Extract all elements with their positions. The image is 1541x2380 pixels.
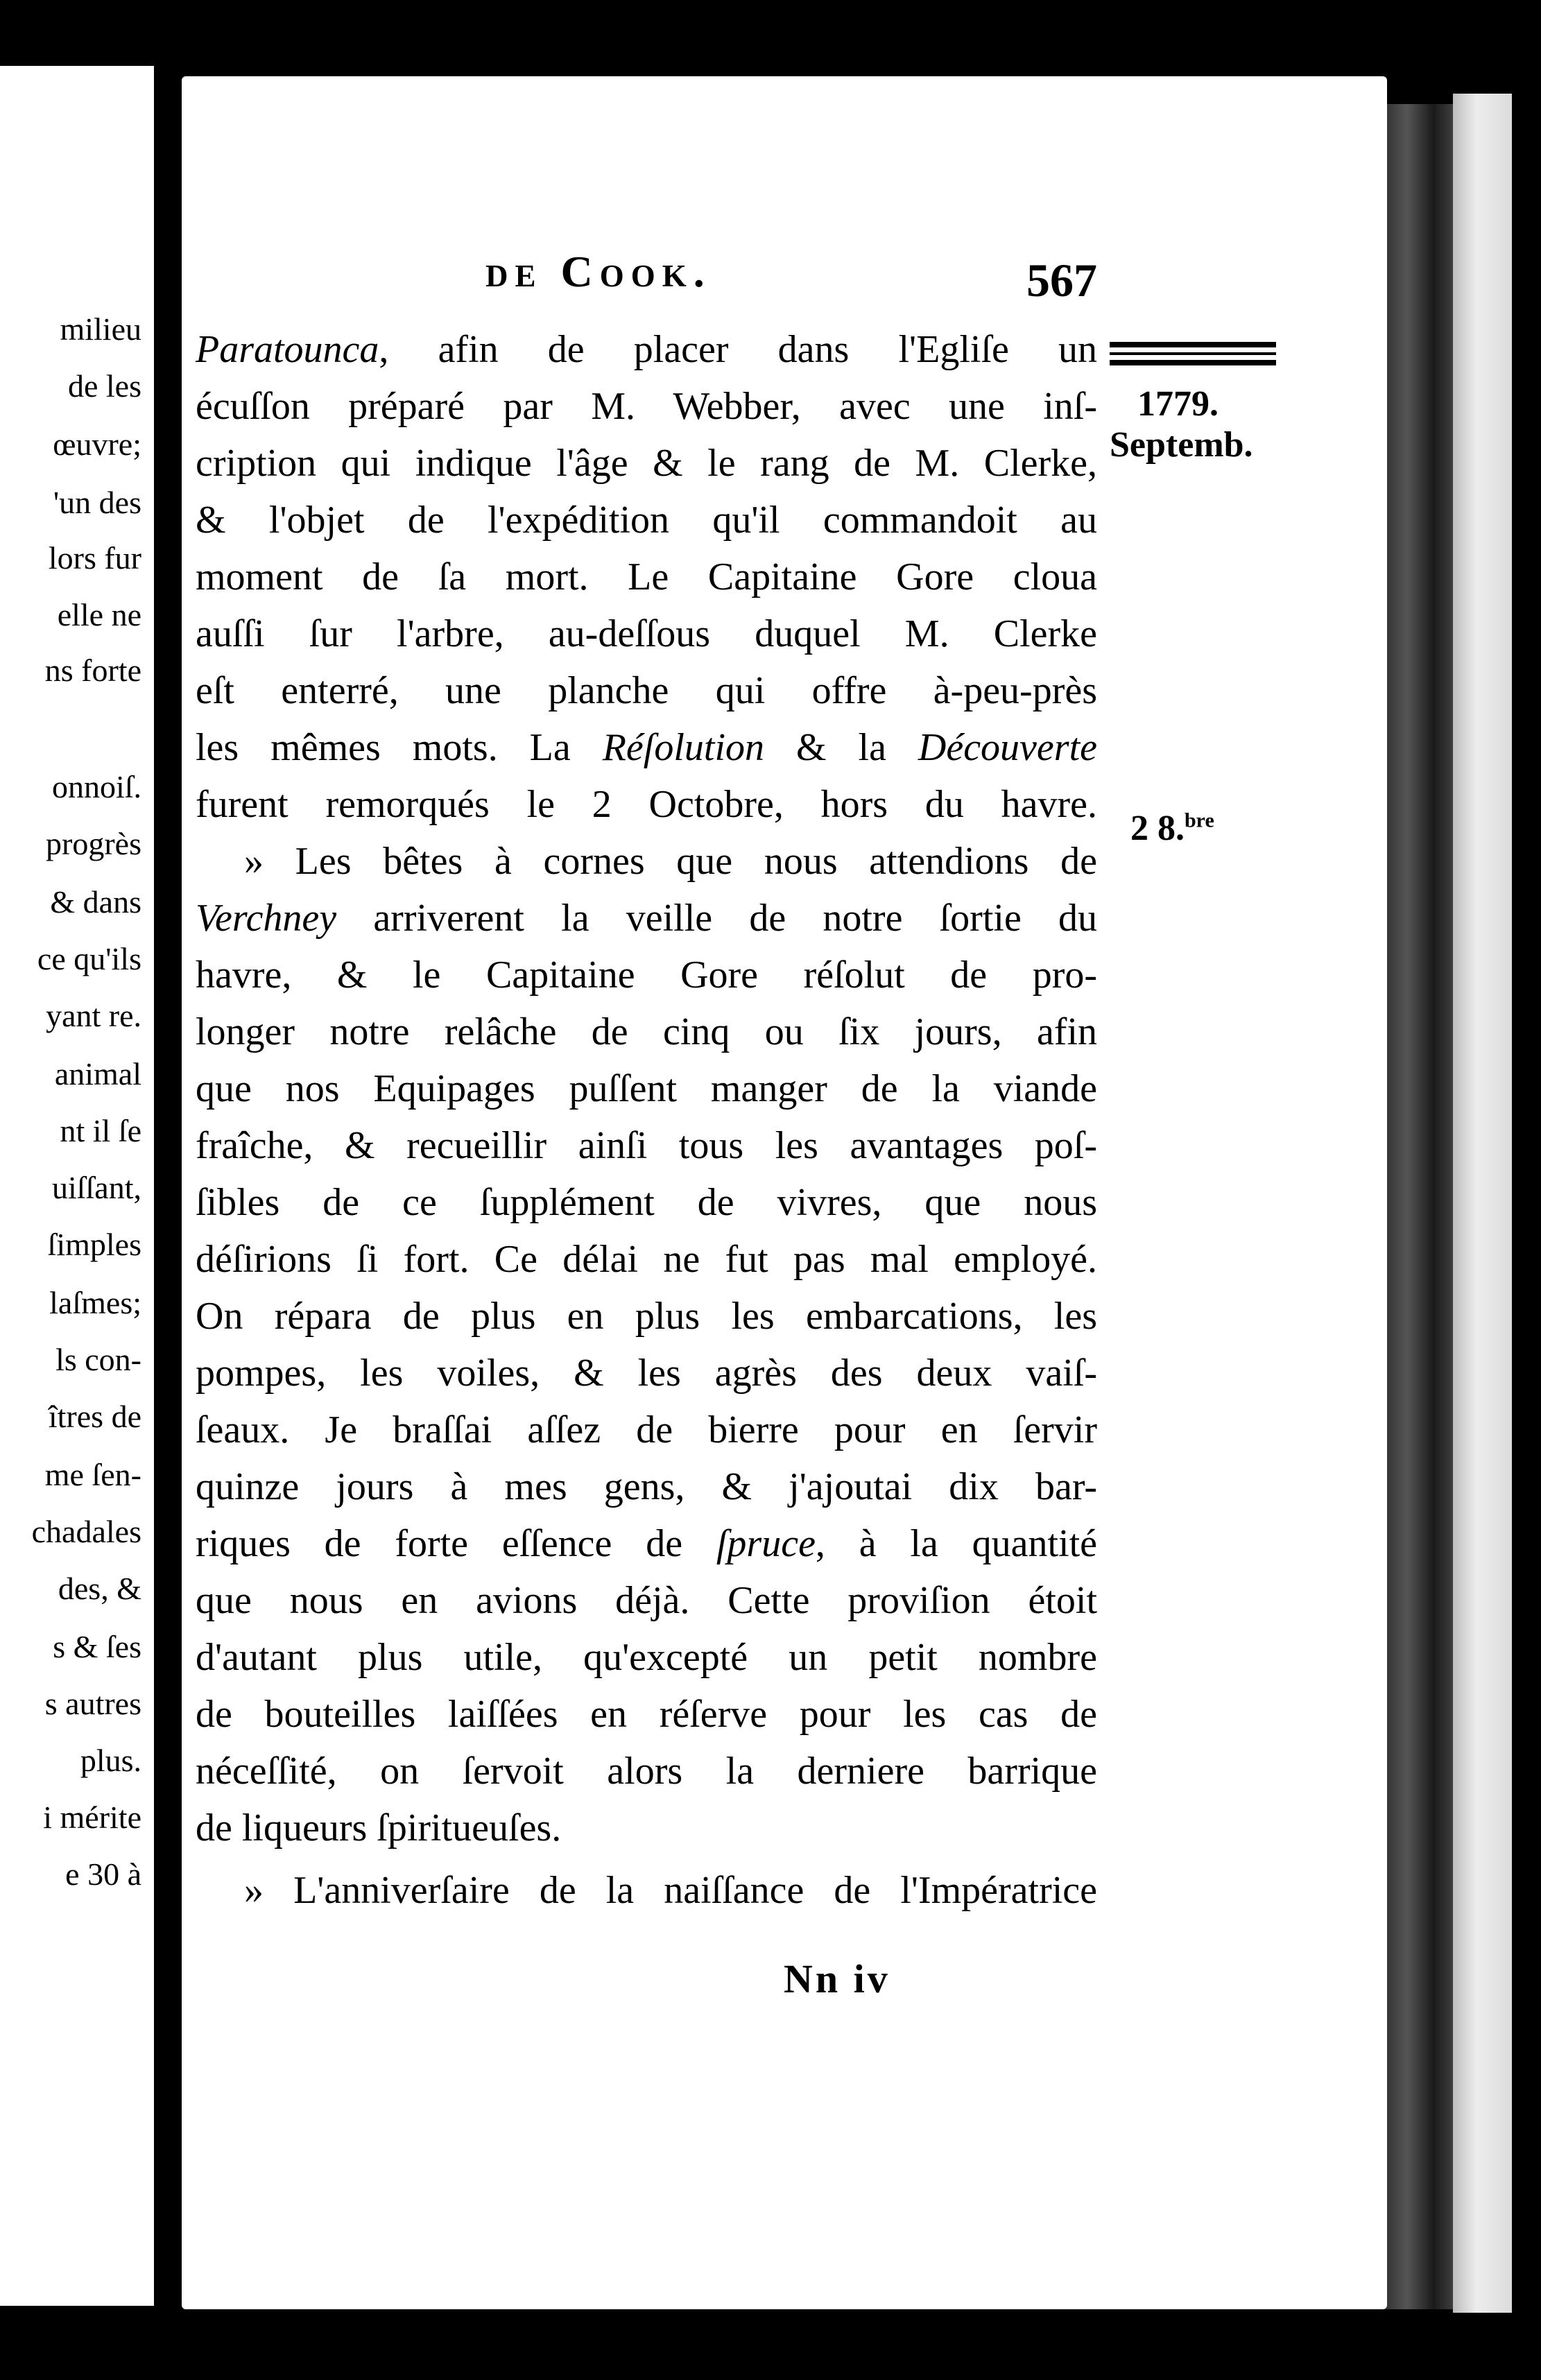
text-run: arriverent la veille de notre ſortie du	[336, 897, 1097, 940]
text-line: eſt enterré, une planche qui offre à-peu-près	[196, 669, 1097, 712]
page-edge-shadow	[1380, 104, 1456, 2309]
text-run: , afin de placer dans l'Egliſe un	[379, 328, 1097, 371]
left-page-line: i mérite	[43, 1800, 141, 1835]
left-page-line: œuvre;	[53, 426, 141, 462]
text-line: néceſſité, on ſervoit alors la derniere barrique	[196, 1750, 1097, 1793]
left-page-line: ns forte	[44, 653, 141, 688]
text-line: de liqueurs ſpiritueuſes.	[196, 1806, 562, 1849]
next-page-edge	[1453, 94, 1512, 2313]
left-page-line: me ſen-	[44, 1457, 141, 1492]
text-line: que nous en avions déjà. Cette proviſion étoit	[196, 1579, 1097, 1622]
text-line: moment de ſa mort. Le Capitaine Gore cloua	[196, 555, 1097, 598]
running-head: de Cook.	[485, 247, 712, 296]
left-page-line: ſimples	[47, 1227, 141, 1262]
italic-run: Réſolution	[602, 726, 764, 769]
text-line: quinze jours à mes gens, & j'ajoutai dix bar-	[196, 1465, 1097, 1508]
text-line: & l'objet de l'expédition qu'il commandoit au	[196, 499, 1097, 542]
left-page-line: elle ne	[57, 597, 141, 632]
italic-run: Découverte	[918, 726, 1097, 769]
text-line	[196, 321, 1097, 378]
text-line	[196, 719, 1097, 776]
text-line: écuſſon préparé par M. Webber, avec une inſ-	[196, 385, 1097, 428]
margin-date	[1130, 808, 1214, 849]
left-page-line: nt il ſe	[60, 1113, 141, 1148]
body-text	[196, 321, 1097, 1919]
text-line: pompes, les voiles, & les agrès des deux vaiſ-	[196, 1352, 1097, 1395]
text-line: de bouteilles laiſſées en réſerve pour les cas de	[196, 1693, 1097, 1736]
text-run: & la	[764, 726, 918, 769]
left-page-line: de les	[67, 368, 141, 404]
margin-month: Septemb.	[1110, 425, 1253, 465]
text-line: havre, & le Capitaine Gore réſolut de pro-	[196, 954, 1097, 997]
margin-date-number: 2 8.	[1130, 809, 1185, 848]
text-line: » L'anniverſaire de la naiſſance de l'Impératrice	[244, 1869, 1097, 1912]
left-page-line: s autres	[44, 1686, 141, 1721]
text-line	[196, 1515, 1097, 1572]
left-page-line: îtres de	[48, 1399, 141, 1434]
left-page-line: lors fur	[48, 540, 141, 576]
text-run: riques de forte eſſence de	[196, 1522, 716, 1565]
margin-year: 1779.	[1137, 384, 1219, 424]
left-page-line: & dans	[50, 884, 141, 920]
text-line: » Les bêtes à cornes que nous attendions de	[244, 840, 1097, 883]
text-line	[196, 890, 1097, 947]
text-line: ſeaux. Je braſſai aſſez de bierre pour en ſervir	[196, 1408, 1097, 1451]
left-page-line: ls con-	[55, 1342, 141, 1377]
left-page-line: milieu	[60, 311, 141, 347]
text-run: les mêmes mots. La	[196, 726, 603, 769]
left-page-line: uiſſant,	[51, 1170, 141, 1205]
left-page-line: chadales	[31, 1514, 141, 1549]
text-line: déſirions ſi fort. Ce délai ne fut pas mal employé.	[196, 1238, 1097, 1281]
signature-mark: Nn iv	[784, 1956, 890, 2001]
italic-run: Verchney	[196, 897, 337, 940]
text-line: que nos Equipages puſſent manger de la viande	[196, 1067, 1097, 1110]
text-line: On répara de plus en plus les embarcations, les	[196, 1295, 1097, 1338]
margin-rule	[1110, 342, 1276, 365]
text-line: cription qui indique l'âge & le rang de M. Clerke,	[196, 442, 1097, 485]
left-facing-page	[0, 66, 154, 2306]
left-page-line: e 30 à	[65, 1856, 141, 1892]
text-line: ſibles de ce ſupplément de vivres, que nous	[196, 1181, 1097, 1224]
left-page-line: progrès	[46, 826, 141, 861]
left-page-line: plus.	[80, 1743, 141, 1778]
italic-run: Paratounca	[196, 328, 379, 371]
text-line: d'autant plus utile, qu'excepté un petit nombre	[196, 1636, 1097, 1679]
text-line: furent remorqués le 2 Octobre, hors du havre.	[196, 783, 1097, 826]
left-page-line: animal	[54, 1056, 141, 1092]
left-page-line: ce qu'ils	[37, 941, 141, 976]
text-line: fraîche, & recueillir ainſi tous les avantages poſ-	[196, 1124, 1097, 1167]
left-page-line: onnoiſ.	[51, 769, 141, 804]
italic-run: ſpruce	[716, 1522, 816, 1565]
left-page-line: s & ſes	[53, 1629, 141, 1664]
left-page-line: 'un des	[53, 485, 141, 520]
text-run: , à la quantité	[815, 1522, 1097, 1565]
text-line: longer notre relâche de cinq ou ſix jours, afin	[196, 1010, 1097, 1053]
text-line: auſſi ſur l'arbre, au-deſſous duquel M. Clerke	[196, 612, 1097, 655]
left-page-line: des, &	[58, 1571, 141, 1606]
margin-date-superscript: bre	[1185, 809, 1214, 832]
left-page-line: yant re.	[46, 998, 141, 1033]
left-page-line: laſmes;	[49, 1285, 141, 1320]
page-number: 567	[1026, 254, 1097, 307]
